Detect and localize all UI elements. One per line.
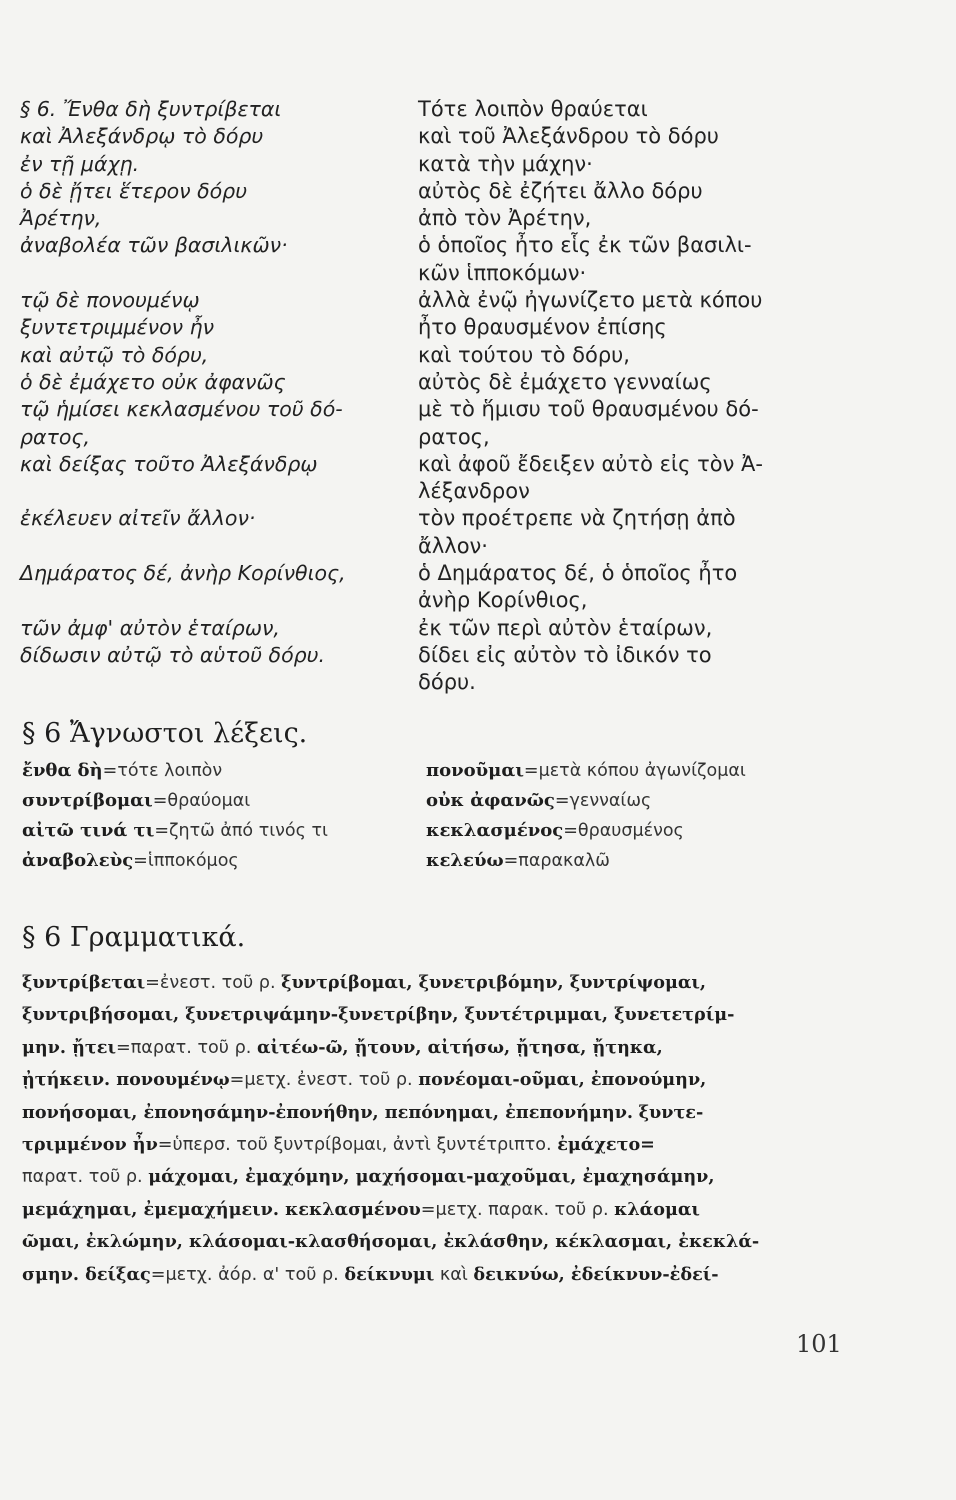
vocab-definition: =θραυσμένος — [563, 821, 684, 841]
text-line: δόρυ. — [418, 670, 476, 695]
grammar-line — [22, 1129, 834, 1161]
vocab-term: κεκλασμένος — [426, 820, 564, 841]
grammar-line — [22, 1032, 834, 1064]
vocab-term: ἔνθα δὴ — [22, 760, 103, 781]
vocab-term: οὐκ ἀφανῶς — [426, 790, 555, 811]
text-line: § 6. Ἔνθα δὴ ξυντρίβεται — [20, 97, 282, 121]
verb-form: μεμάχημαι, ἐμεμαχήμειν. κεκλασμένου — [22, 1198, 421, 1220]
vocab-entry — [426, 846, 836, 876]
vocab-definition: =θραύομαι — [152, 791, 251, 811]
verb-form: τριμμένον ἦν — [22, 1133, 158, 1155]
blank-line — [20, 533, 410, 560]
text-line: ρατος, — [20, 424, 90, 449]
text-line: ὁ δὲ ἐμάχετο οὐκ ἀφανῶς — [20, 369, 286, 394]
grammar-heading: § 6 Γραμματικά. — [22, 922, 246, 953]
text-line: ὁ Δημάρατος δέ, ὁ ὁποῖος ἦτο — [418, 561, 738, 586]
text-line: ρατος, — [418, 424, 490, 449]
vocab-entry — [426, 756, 836, 786]
verb-form: ξυντε- — [638, 1101, 704, 1123]
grammar-line — [22, 1194, 834, 1226]
text-line: ἄλλον· — [418, 533, 488, 558]
vocab-entry — [426, 786, 836, 816]
text-line: καὶ Ἀλεξάνδρῳ τὸ δόρυ — [20, 124, 264, 149]
vocab-term: πονοῦμαι — [426, 760, 524, 781]
grammar-line — [22, 1161, 834, 1193]
text-line: Τότε λοιπὸν θραύεται — [418, 97, 648, 121]
text-line: καὶ δείξας τοῦτο Ἀλεξάνδρῳ — [20, 451, 318, 476]
text-line: ἀπὸ τὸν Ἀρέτην, — [418, 206, 592, 231]
text-line: αὐτὸς δὲ ἐμάχετο γενναίως — [418, 369, 712, 394]
text-line: ἐκ τῶν περὶ αὐτὸν ἑταίρων, — [418, 615, 713, 640]
grammar-note: =μετχ. ἐνεστ. τοῦ ρ. — [229, 1070, 419, 1091]
blank-line — [20, 260, 410, 287]
verb-form: ῶμαι, ἐκλώμην, κλάσομαι-κλασθήσομαι, ἐκλάσθην, κέκλασμαι, ἐκεκλά- — [22, 1231, 760, 1253]
modern-translation-column — [418, 96, 830, 697]
text-line: ὁ δὲ ᾔτει ἕτερον δόρυ — [20, 178, 248, 203]
vocab-term: αἰτῶ τινά τι — [22, 820, 155, 841]
vocab-definition: =παρακαλῶ — [503, 851, 610, 871]
blank-line — [20, 587, 410, 614]
text-line: δίδωσιν αὐτῷ τὸ αὑτοῦ δόρυ. — [20, 642, 325, 667]
vocabulary-list-left — [22, 756, 412, 876]
grammar-note: =μετχ. παρακ. τοῦ ρ. — [420, 1199, 615, 1220]
vocab-entry — [22, 846, 412, 876]
text-line: λέξανδρον — [418, 479, 530, 504]
vocab-definition: =ζητῶ ἀπό τινός τι — [154, 821, 328, 841]
grammar-line — [22, 1064, 834, 1096]
text-line: ἐκέλευεν αἰτεῖν ἄλλον· — [20, 506, 256, 531]
verb-form: ξυντρίβεται — [22, 972, 146, 993]
verb-form: ἐμάχετο= — [557, 1133, 655, 1155]
text-line: καὶ ἀφοῦ ἔδειξεν αὐτὸ εἰς τὸν Ἀ- — [418, 451, 763, 476]
text-line: τῷ ἡμίσει κεκλασμένου τοῦ δό- — [20, 397, 343, 422]
grammar-note: =μετχ. ἀόρ. α' τοῦ ρ. — [150, 1264, 345, 1285]
vocabulary-list-right — [426, 756, 836, 876]
verb-form: πονέομαι-οῦμαι, ἐπονούμην, — [418, 1069, 707, 1091]
grammar-line — [22, 1259, 834, 1291]
grammar-notes — [22, 967, 834, 1291]
text-line: κατὰ τὴν μάχην· — [418, 151, 593, 176]
vocab-entry — [426, 816, 836, 846]
text-line: τῶν ἀμφ' αὐτὸν ἑταίρων, — [20, 615, 280, 640]
vocab-entry — [22, 786, 412, 816]
verb-form: δεικνύω, ἐδείκνυν-ἐδεί- — [473, 1263, 719, 1285]
text-line: κῶν ἱπποκόμων· — [418, 260, 587, 285]
vocab-term: κελεύω — [426, 850, 504, 871]
vocab-term: συντρίβομαι — [22, 790, 153, 811]
verb-form: δείκνυμι — [344, 1263, 435, 1285]
text-line: ξυντετριμμένον ἦν — [20, 315, 215, 340]
vocab-definition: =τότε λοιπὸν — [102, 761, 223, 781]
text-line: καὶ αὐτῷ τὸ δόρυ, — [20, 342, 209, 367]
text-line: Δημάρατος δέ, ἀνὴρ Κορίνθιος, — [20, 561, 346, 586]
grammar-note: =παρατ. τοῦ ρ. — [115, 1037, 257, 1058]
vocab-entry — [22, 816, 412, 846]
text-line: Ἀρέτην, — [20, 206, 102, 231]
grammar-note: παρατ. τοῦ ρ. — [22, 1167, 149, 1188]
text-line: αὐτὸς δὲ ἐζήτει ἄλλο δόρυ — [418, 178, 703, 203]
text-line: καὶ τούτου τὸ δόρυ, — [418, 342, 630, 367]
verb-form: μην. ᾔτει — [22, 1036, 116, 1058]
ancient-text-column — [20, 96, 410, 669]
vocab-term: ἀναβολεὺς — [22, 850, 134, 871]
page-number: 101 — [796, 1330, 842, 1358]
text-line: ἀναβολέα τῶν βασιλικῶν· — [20, 233, 288, 258]
text-line: ἀλλὰ ἐνῷ ἠγωνίζετο μετὰ κόπου — [418, 288, 763, 313]
text-line: τῷ δὲ πονουμένῳ — [20, 288, 200, 313]
text-line: τὸν προέτρεπε νὰ ζητήσῃ ἀπὸ — [418, 506, 736, 531]
grammar-line — [22, 1097, 834, 1129]
text-line: μὲ τὸ ἥμισυ τοῦ θραυσμένου δό- — [418, 397, 759, 422]
grammar-note: =ὑπερσ. τοῦ ξυντρίβομαι, ἀντὶ ξυντέτριπτο. — [157, 1134, 558, 1155]
text-line: ὁ ὁποῖος ἦτο εἷς ἐκ τῶν βασιλι- — [418, 233, 752, 258]
blank-line — [20, 478, 410, 505]
text-line: καὶ τοῦ Ἀλεξάνδρου τὸ δόρυ — [418, 124, 719, 149]
vocab-definition: =ἱπποκόμος — [133, 851, 239, 871]
vocab-definition: =μετὰ κόπου ἀγωνίζομαι — [523, 761, 746, 781]
verb-form: κλάομαι — [614, 1198, 700, 1220]
text-line: ἦτο θραυσμένον ἐπίσης — [418, 315, 667, 340]
grammar-line — [22, 967, 834, 999]
text-line: δίδει εἰς αὐτὸν τὸ ἰδικόν το — [418, 642, 712, 667]
verb-form: πονήσομαι, ἐπονησάμην-ἐπονήθην, πεπόνημαι, ἐπεπονήμην. — [22, 1101, 634, 1123]
verb-form: ᾐτήκειν. πονουμένῳ — [22, 1069, 230, 1091]
grammar-line — [22, 999, 834, 1031]
text-line: ἀνὴρ Κορίνθιος, — [418, 588, 588, 613]
vocab-definition: =γενναίως — [554, 791, 652, 811]
vocabulary-heading: § 6 Ἄγνωστοι λέξεις. — [22, 718, 308, 749]
verb-form: ξυντρίβομαι, ξυνετριβόμην, ξυντρίψομαι, — [281, 972, 707, 993]
vocab-entry — [22, 756, 412, 786]
grammar-note: καὶ — [434, 1264, 474, 1285]
text-line: ἐν τῇ μάχῃ. — [20, 151, 140, 176]
grammar-note: =ἐνεστ. τοῦ ρ. — [145, 973, 282, 993]
verb-form: σμην. δείξας — [22, 1263, 151, 1285]
verb-form: αἰτέω-ῶ, ᾔτουν, αἰτήσω, ᾔτησα, ᾔτηκα, — [256, 1036, 663, 1058]
grammar-line — [22, 1226, 834, 1258]
verb-form: μάχομαι, ἐμαχόμην, μαχήσομαι-μαχοῦμαι, ἐμαχησάμην, — [148, 1166, 715, 1188]
verb-form: ξυντριβήσομαι, ξυνετριψάμην-ξυνετρίβην, ξυντέτριμμαι, ξυνετετρίμ- — [22, 1004, 735, 1026]
